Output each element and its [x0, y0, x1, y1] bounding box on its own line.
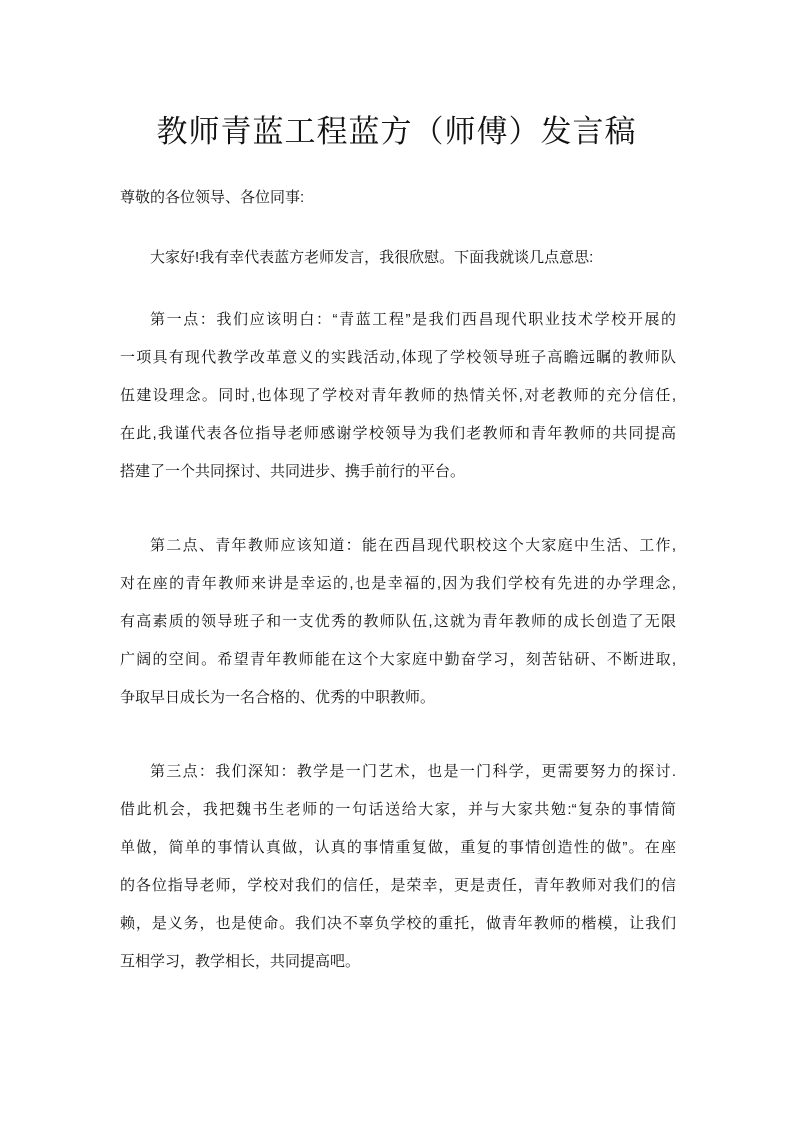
text-line: 的各位指导老师，学校对我们的信任，是荣幸，更是责任，青年教师对我们的信	[120, 877, 676, 894]
greeting	[120, 186, 676, 224]
text-line: 大家好!我有幸代表蓝方老师发言，我很欣慰。下面我就谈几点意思:	[150, 249, 594, 266]
text-line: 第二点、青年教师应该知道：能在西昌现代职校这个大家庭中生活、工作,	[150, 537, 676, 554]
text-line: 对在座的青年教师来讲是幸运的,也是幸福的,因为我们学校有先进的办学理念,	[120, 575, 676, 592]
text-line: 互相学习，教学相长，共同提高吧。	[120, 953, 361, 970]
text-line: 第一点：我们应该明白：“青蓝工程”是我们西昌现代职业技术学校开展的	[150, 311, 676, 328]
text-line: 借此机会，我把魏书生老师的一句话送给大家，并与大家共勉:“复杂的事情简	[120, 801, 676, 818]
text-line: 争取早日成长为一名合格的、优秀的中职教师。	[120, 689, 436, 706]
text-line: 伍建设理念。同时,也体现了学校对青年教师的热情关怀,对老教师的充分信任,	[120, 387, 676, 404]
paragraph-point-two	[120, 534, 676, 724]
text-line: 有高素质的领导班子和一支优秀的教师队伍,这就为青年教师的成长创造了无限	[120, 613, 676, 630]
text-line: 在此,我谨代表各位指导老师感谢学校领导为我们老教师和青年教师的共同提高	[120, 425, 676, 442]
text-line: 赖，是义务，也是使命。我们决不辜负学校的重托，做青年教师的楷模，让我们	[120, 915, 676, 932]
greeting-line: 尊敬的各位领导、各位同事:	[120, 189, 305, 206]
text-line: 单做，简单的事情认真做，认真的事情重复做，重复的事情创造性的做”。在座	[120, 839, 676, 856]
text-line: 第三点：我们深知：教学是一门艺术，也是一门科学，更需要努力的探讨.	[150, 763, 676, 780]
text-line: 搭建了一个共同探讨、共同进步、携手前行的平台。	[120, 463, 466, 480]
paragraph-point-three	[120, 760, 676, 988]
paragraph-intro	[120, 246, 676, 284]
document-title: 教师青蓝工程蓝方（师傅）发言稿	[156, 114, 637, 149]
paragraph-point-one	[120, 308, 676, 498]
text-line: 一项具有现代教学改革意义的实践活动,体现了学校领导班子高瞻远瞩的教师队	[120, 349, 676, 366]
text-line: 广阔的空间。希望青年教师能在这个大家庭中勤奋学习，刻苦钻研、不断进取,	[120, 651, 676, 668]
